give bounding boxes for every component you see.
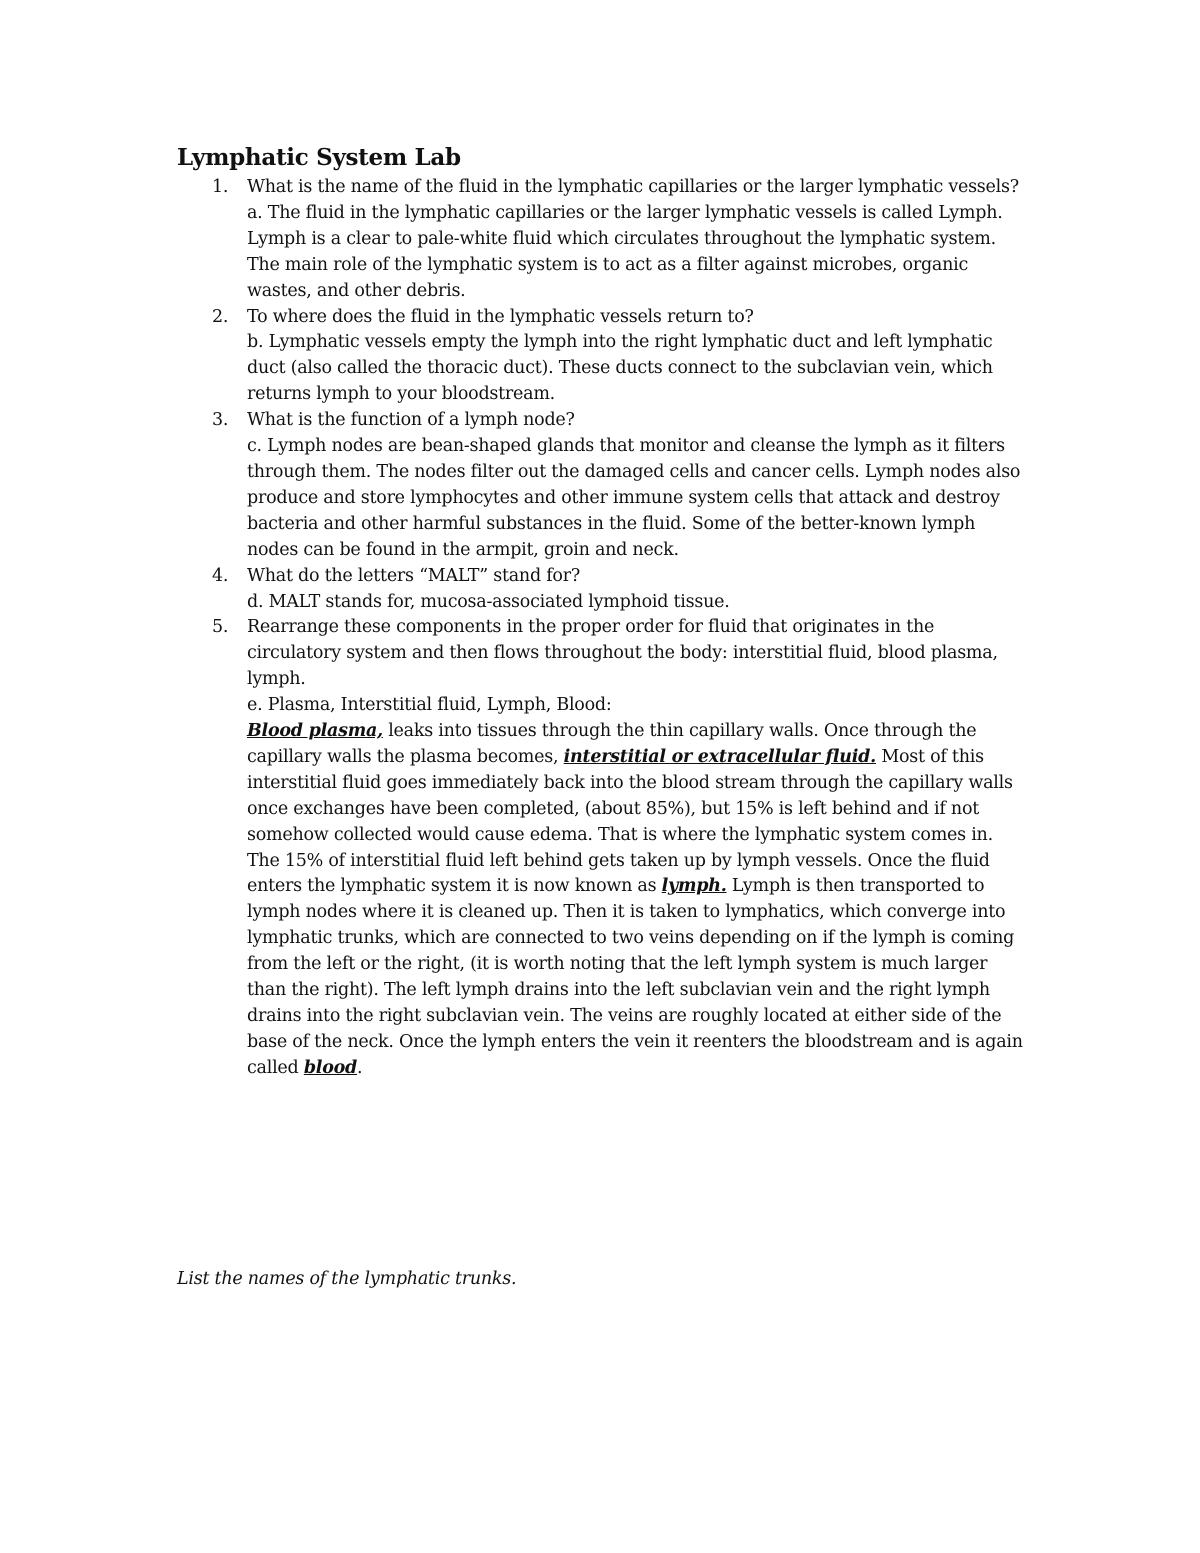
answer-paragraph <box>247 719 1027 1082</box>
emphasized-term: Blood plasma, <box>247 721 383 742</box>
answer-text: d. MALT stands for, mucosa-associated lymphoid tissue. <box>247 591 730 612</box>
question-item <box>212 408 1027 563</box>
answer-text: b. Lymphatic vessels empty the lymph into the right lymphatic duct and left lymphatic duct (also called the thoracic duct). These ducts connect to the subclavian vein, which returns lymph to your bloodstream. <box>247 332 993 405</box>
question-list <box>212 175 1027 1082</box>
question-text: To where does the fluid in the lymphatic vessels return to? <box>247 306 754 327</box>
question-number: 2. <box>212 306 229 327</box>
emphasized-term: blood <box>303 1057 358 1078</box>
footer-prompt: List the names of the lymphatic trunks. <box>177 1269 517 1289</box>
answer-text-segment: Most of this interstitial fluid goes immediately back into the blood stream through the capillary walls once exchanges have been completed, (about 85%), but 15% is left behind and if not somehow collected would cause edema. That is where the lymphatic system comes in. The 15% of interstitial fluid left behind gets taken up by lymph vessels. Once the fluid enters the lymphatic system it is now known as <box>247 746 1013 897</box>
question-text: What is the function of a lymph node? <box>247 410 575 431</box>
answer-text-segment: leaks into tissues through the thin capillary walls. Once through the capillary walls the plasma becomes, <box>247 721 977 767</box>
question-text: What do the letters “MALT” stand for? <box>247 565 580 586</box>
answer-text-segment: . <box>357 1057 363 1078</box>
document-title: Lymphatic System Lab <box>177 144 461 171</box>
question-item <box>212 615 1027 1081</box>
question-number: 5. <box>212 617 229 638</box>
question-text: What is the name of the fluid in the lymphatic capillaries or the larger lymphatic vessels? <box>247 177 1019 197</box>
emphasized-term: lymph. <box>661 876 727 897</box>
question-item <box>212 564 1027 616</box>
answer-text: c. Lymph nodes are bean-shaped glands that monitor and cleanse the lymph as it filters through them. The nodes filter out the damaged cells and cancer cells. Lymph nodes also produce and store lymphocytes and other immune system cells that attack and destroy bacteria and other harmful substances in the fluid. Some of the better-known lymph nodes can be found in the armpit, groin and neck. <box>247 436 1021 560</box>
emphasized-term: interstitial or extracellular fluid. <box>563 746 876 767</box>
question-item <box>212 175 1027 305</box>
question-item <box>212 305 1027 409</box>
question-number: 1. <box>212 177 229 197</box>
question-number: 4. <box>212 565 229 586</box>
answer-text-segment: Lymph is then transported to lymph nodes where it is cleaned up. Then it is taken to lymphatics, which converge into lymphatic trunks, which are connected to two veins depending on if the lymph is coming from the left or the right, (it is worth noting that the left lymph system is much larger than the right). The left lymph drains into the left subclavian vein and the right lymph drains into the right subclavian vein. The veins are roughly located at either side of the base of the neck. Once the lymph enters the vein it reenters the bloodstream and is again called <box>247 876 1023 1078</box>
answer-intro: e. Plasma, Interstitial fluid, Lymph, Blood: <box>247 695 612 716</box>
answer-text: a. The fluid in the lymphatic capillaries or the larger lymphatic vessels is called Lymph. Lymph is a clear to pale-white fluid which circulates throughout the lymphatic system. The main role of the lymphatic system is to act as a filter against microbes, organic wastes, and other debris. <box>247 202 1003 301</box>
question-number: 3. <box>212 410 229 431</box>
question-text: Rearrange these components in the proper order for fluid that originates in the circulatory system and then flows throughout the body: interstitial fluid, blood plasma, lymph. <box>247 617 998 690</box>
